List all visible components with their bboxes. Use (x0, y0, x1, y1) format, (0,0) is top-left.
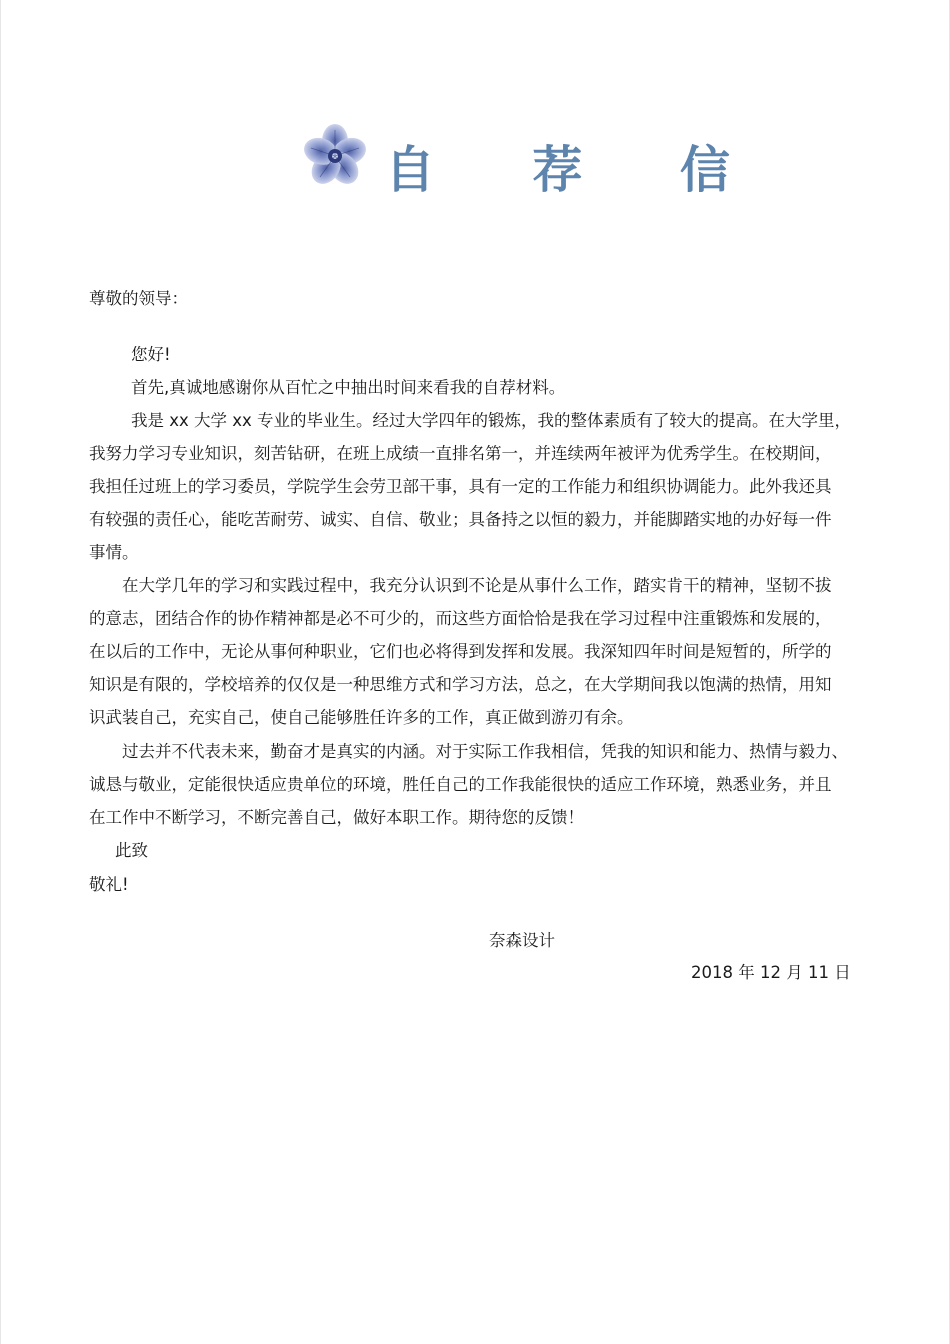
paragraph-intro: 首先,真诚地感谢你从百忙之中抽出时间来看我的自荐材料。 (131, 378, 566, 397)
paragraph-line: 知识是有限的，学校培养的仅仅是一种思维方式和学习方法，总之，在大学期间我以饱满的热情，用知 (89, 675, 832, 694)
flower-icon (301, 122, 369, 190)
paragraph-line: 我努力学习专业知识，刻苦钻研，在班上成绩一直排名第一，并连续两年被评为优秀学生。在校期间， (89, 444, 832, 463)
paragraph-line: 在工作中不断学习，不断完善自己，做好本职工作。期待您的反馈！ (89, 808, 584, 827)
paragraph-line: 我担任过班上的学习委员，学院学生会劳卫部干事，具有一定的工作能力和组织协调能力。此外我还具 (89, 477, 832, 496)
salutation: 尊敬的领导： (89, 289, 188, 308)
paragraph-line: 我是 xx 大学 xx 专业的毕业生。经过大学四年的锻炼，我的整体素质有了较大的提高。在大学里， (131, 411, 852, 430)
paragraph-line: 的意志，团结合作的协作精神都是必不可少的，而这些方面恰恰是我在学习过程中注重锻炼和发展的， (89, 609, 832, 628)
closing-line-1: 此致 (115, 841, 148, 860)
paragraph-commitment (89, 735, 849, 834)
paragraph-line: 事情。 (89, 543, 139, 562)
greeting: 您好! (131, 345, 171, 364)
paragraph-line: 识武装自己，充实自己，使自己能够胜任许多的工作，真正做到游刃有余。 (89, 708, 634, 727)
paragraph-line: 在大学几年的学习和实践过程中，我充分认识到不论是从事什么工作，踏实肯干的精神，坚韧不拔 (122, 576, 832, 595)
paragraph-line: 有较强的责任心，能吃苦耐劳、诚实、自信、敬业；具备持之以恒的毅力，并能脚踏实地的办好每一件 (89, 510, 832, 529)
paragraph-line: 在以后的工作中，无论从事何种职业，它们也必将得到发挥和发展。我深知四年时间是短暂的，所学的 (89, 642, 832, 661)
letter-header (301, 122, 770, 212)
paragraph-line: 诚恳与敬业，定能很快适应贵单位的环境，胜任自己的工作我能很快的适应工作环境，熟悉业务，并且 (89, 775, 832, 794)
letter-date: 2018 年 12 月 11 日 (691, 963, 851, 982)
page-title: 自 荐 信 (385, 140, 770, 199)
signature: 奈森设计 (489, 931, 555, 950)
paragraph-line: 过去并不代表未来，勤奋才是真实的内涵。对于实际工作我相信，凭我的知识和能力、热情与毅力、 (122, 742, 848, 761)
closing-line-2: 敬礼! (89, 875, 129, 894)
paragraph-experience (89, 569, 849, 734)
paragraph-background (89, 404, 852, 569)
